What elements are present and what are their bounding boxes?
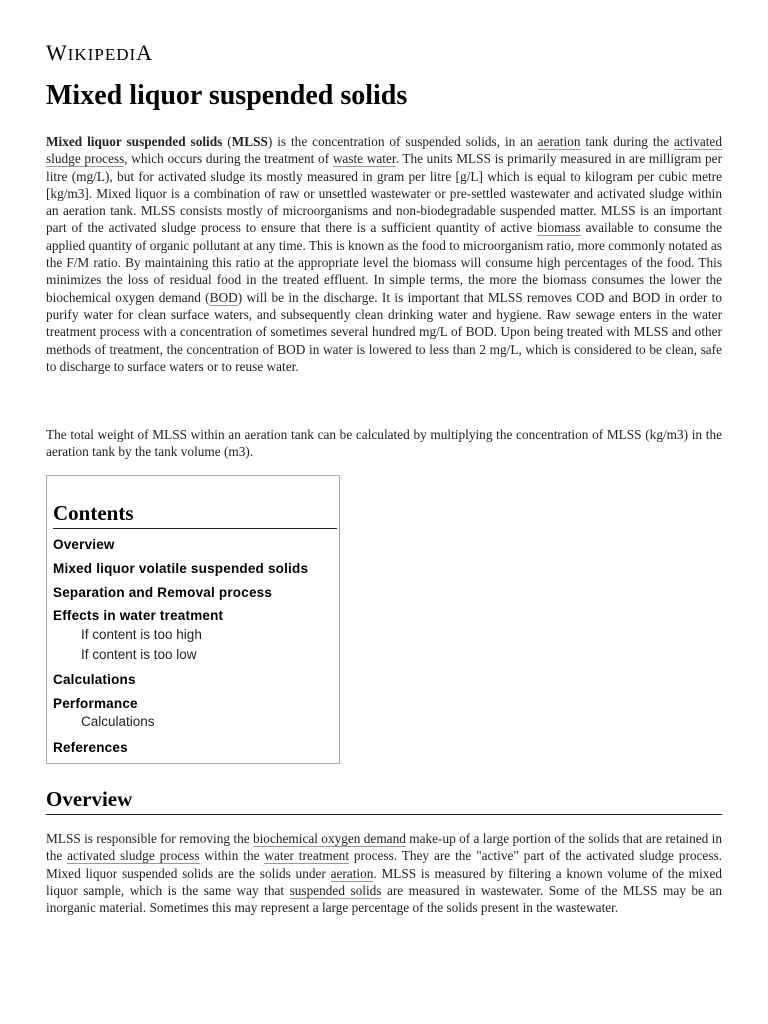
logo-letter: W [46,40,68,65]
text: process. They are the "active" part of the activated sludge process. Mixed liquor suspended solids are the solids under [46,848,723,881]
bold-abbr: MLSS [231,134,268,149]
link-biomass[interactable]: biomass [537,220,581,236]
toc-item-calculations[interactable]: Calculations [53,672,136,687]
bold-term: Mixed liquor suspended solids [46,134,223,149]
text: ) will be in the discharge. It is important that MLSS removes COD and BOD in order to purify water for clean surface waters, and subsequently clean drinking water and hygiene. Raw sewage enters in the water treatment process with a concentration of sometimes several hundred mg/L of BOD. Upon being treated with MLSS and other methods of treatment, the concentration of BOD in water is lowered to less than 2 mg/L, which is considered to be clean, safe to discharge to surface waters or to reuse water. [46,289,722,374]
text: MLSS is responsible for removing the [46,831,253,846]
toc-subitem-calculations[interactable]: Calculations [81,714,155,729]
overview-paragraph [46,830,722,916]
link-water-treatment[interactable]: water treatment [264,848,350,864]
text: , which occurs during the treatment of [124,151,333,167]
logo-letter-end: A [136,40,154,65]
toc-item-separation[interactable]: Separation and Removal process [53,585,273,600]
link-suspended-solids[interactable]: suspended solids [289,882,382,898]
link-activated-sludge-process-2[interactable]: activated sludge process [67,848,200,864]
wikipedia-logo[interactable] [46,40,153,66]
text: . The units MLSS is primarily measured in are milligram per litre (mg/L), but for activated sludge its mostly measured in gram per litre [g/L] which is equal to kilogram per cubic metre [kg/m3]. Mixed liquor is a combination of raw or unsettled wastewater or pre-settled wastewater and activated sludge within an aeration tank. MLSS consists mostly of microorganisms and non-biodegradable suspended matter. MLSS is an important part of the activated sludge process to ensure that there is a sufficient quantity of active [46,151,722,236]
link-bod[interactable]: BOD [209,289,238,305]
text: available to consume the applied quantity of organic pollutant at any time. This is known as the food to microorganism ratio, more commonly notated as the F/M ratio. By maintaining this ratio at the appropriate level the biomass will consume high percentages of the food. This minimizes the loss of residual food in the treated effluent. In simple terms, the more the biomass consumes the lower the biochemical oxygen demand ( [46,220,722,305]
text: ( [222,134,232,149]
intro-paragraph [46,133,722,375]
toc-item-mlvss[interactable]: Mixed liquor volatile suspended solids [53,561,309,576]
weight-paragraph: The total weight of MLSS within an aeration tank can be calculated by multiplying the concentration of MLSS (kg/m3) in the aeration tank by the tank volume (m3). [46,427,722,460]
table-of-contents [46,475,340,764]
toc-item-performance[interactable]: Performance [53,696,138,711]
toc-subitem-too-low[interactable]: If content is too low [81,647,197,662]
text: within the [199,848,265,864]
link-waste-water[interactable]: waste water [332,151,396,167]
text: are measured in wastewater. Some of the MLSS may be an inorganic material. Sometimes this may represent a large percentage of the solids present in the wastewater. [46,882,722,916]
toc-title: Contents [53,500,337,529]
link-aeration[interactable]: aeration [537,134,581,149]
link-biochemical-oxygen-demand[interactable]: biochemical oxygen demand [252,831,406,846]
toc-item-references[interactable]: References [53,740,128,755]
toc-item-effects[interactable]: Effects in water treatment [53,608,224,623]
logo-letters: IKIPEDI [67,45,137,64]
section-heading-overview: Overview [46,785,722,815]
page-title: Mixed liquor suspended solids [46,80,408,111]
link-aeration-2[interactable]: aeration [330,865,374,881]
text: . MLSS is measured by filtering a known volume of the mixed liquor sample, which is the same way that [46,865,722,898]
toc-item-overview[interactable]: Overview [53,537,115,552]
text: tank during the [580,134,674,149]
text: ) is the concentration of suspended solids, in an [267,134,538,149]
link-activated-sludge-process[interactable]: activated sludge process [46,134,722,167]
toc-subitem-too-high[interactable]: If content is too high [81,627,202,642]
text: make-up of a large portion of the solids that are retained in the [46,831,722,864]
